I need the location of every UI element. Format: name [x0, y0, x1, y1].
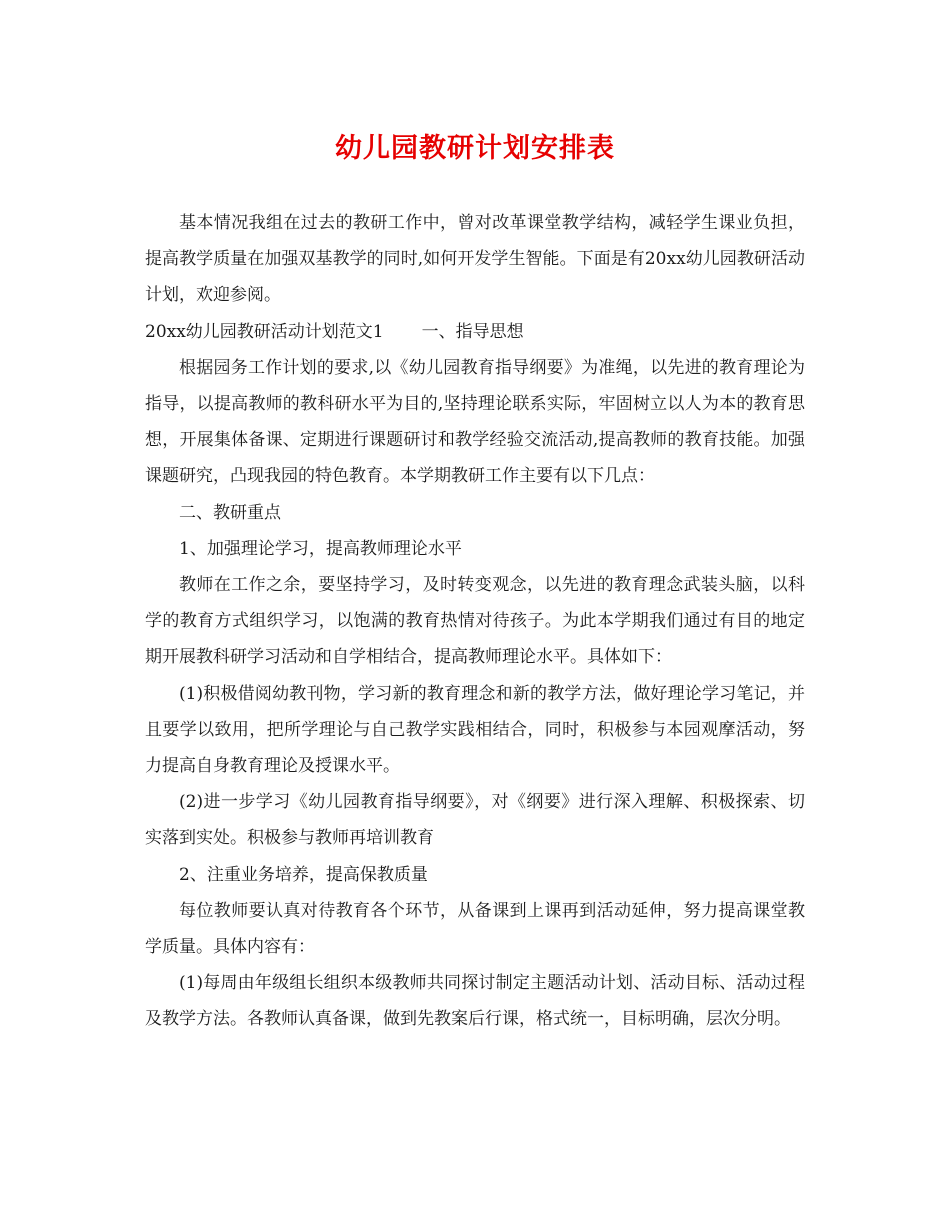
section1-heading: 一、指导思想 — [421, 321, 524, 342]
point1-heading: 1、加强理论学习，提高教师理论水平 — [179, 538, 462, 559]
sample-heading: 20xx幼儿园教研活动计划范文1 — [145, 321, 384, 342]
point2-heading: 2、注重业务培养，提高保教质量 — [179, 864, 428, 885]
sample-heading-line — [145, 314, 805, 350]
point1-paragraph: 教师在工作之余，要坚持学习，及时转变观念，以先进的教育理念武装头脑，以科学的教育方式组织学习，以饱满的教育热情对待孩子。为此本学期我们通过有目的地定期开展教科研学习活动和自学相结合，提高教师理论水平。具体如下： — [145, 575, 805, 668]
point1-item2: (2)进一步学习《幼儿园教育指导纲要》，对《纲要》进行深入理解、积极探索、切实落到实处。积极参与教师再培训教育 — [145, 792, 805, 849]
point1-item1: (1)积极借阅幼教刊物，学习新的教育理念和新的教学方法，做好理论学习笔记，并且要学以致用，把所学理论与自己教学实践相结合，同时，积极参与本园观摩活动，努力提高自身教育理论及授课水平。 — [145, 683, 805, 777]
section2-heading: 二、教研重点 — [179, 502, 281, 523]
document-title: 幼儿园教研计划安排表 — [335, 133, 615, 164]
point2-paragraph: 每位教师要认真对待教育各个环节，从备课到上课再到活动延伸，努力提高课堂教学质量。具体内容有： — [145, 900, 805, 958]
document-body — [145, 205, 805, 1038]
section1-paragraph: 根据园务工作计划的要求,以《幼儿园教育指导纲要》为准绳，以先进的教育理论为指导，以提高教师的教科研水平为目的,坚持理论联系实际，牢固树立以人为本的教育思想，开展集体备课、定期进行课题研讨和教学经验交流活动,提高教师的教育技能。加强课题研究，凸现我园的特色教育。本学期教研工作主要有以下几点： — [145, 357, 805, 487]
point2-item1: (1)每周由年级组长组织本级教师共同探讨制定主题活动计划、活动目标、活动过程及教学方法。各教师认真备课，做到先教案后行课，格式统一，目标明确，层次分明。 — [145, 973, 805, 1030]
intro-paragraph: 基本情况我组在过去的教研工作中，曾对改革课堂教学结构，减轻学生课业负担，提高教学质量在加强双基教学的同时,如何开发学生智能。下面是有20xx幼儿园教研活动计划，欢迎参阅。 — [145, 213, 805, 306]
